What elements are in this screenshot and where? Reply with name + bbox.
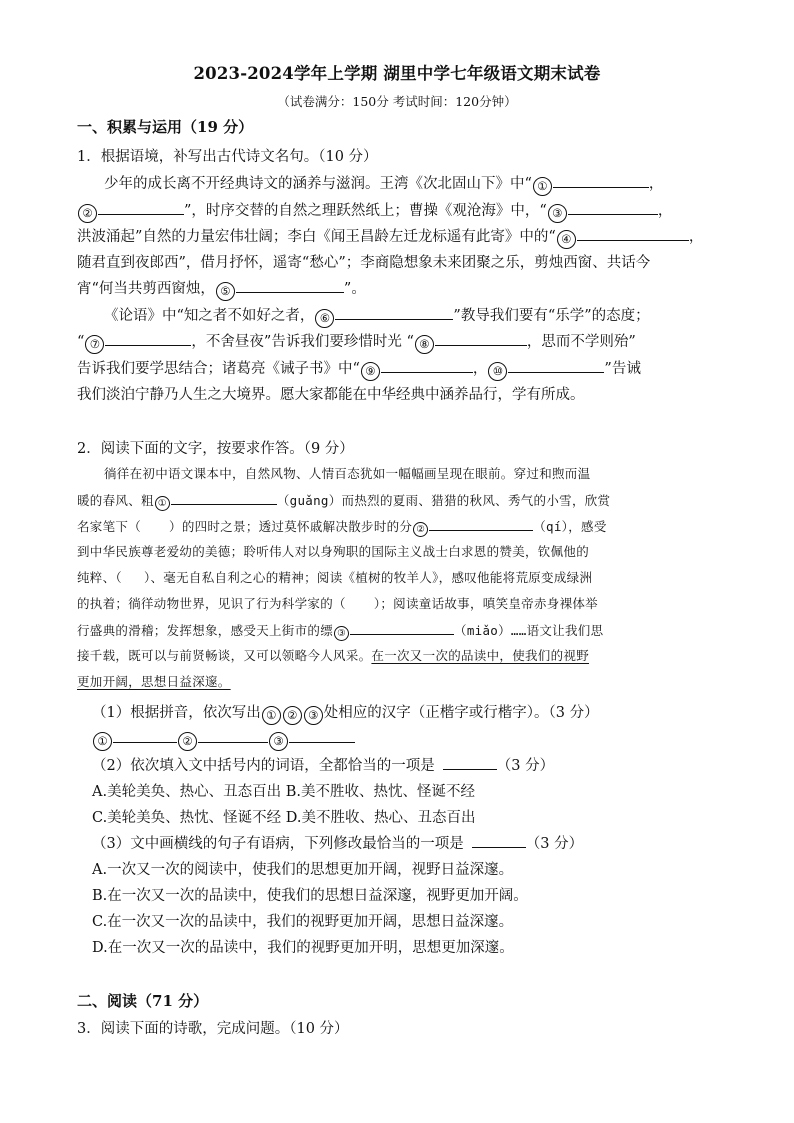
blank-marker-8: ⑧ — [415, 335, 434, 354]
q2-option-d: D.在一次又一次的品读中，我们的视野更加开明，思想更加深邃。 — [92, 940, 514, 956]
pinyin-blank-3[interactable] — [350, 620, 454, 635]
blank-marker-6: ⑥ — [315, 309, 334, 328]
q2-passage-line-3: 名家笔下（ ）的四时之景；透过莫怀戚解决散步时的分 ② （qí），感受 — [77, 516, 722, 537]
q1-line-7: “ ⑦ ，不舍昼夜”告诉我们要珍惜时光 “ ⑧ ，思而不学则殆” — [77, 330, 722, 354]
q2-sub-1: （1）根据拼音，依次写出 ① ② ③ 处相应的汉字（正楷字或行楷字）。（3 分） — [92, 701, 599, 725]
blank-marker-1: ① — [533, 177, 552, 196]
q2-option-c: C.在一次又一次的品读中，我们的视野更加开阔，思想日益深邃。 — [92, 914, 514, 930]
marker-3: ③ — [304, 706, 323, 725]
answer-blank-7[interactable] — [105, 331, 191, 346]
q2-passage-line-6: 的执着；徜徉动物世界，见识了行为科学家的（ ）；阅读童话故事，嗔笑皇帝赤身裸体举 — [77, 596, 598, 611]
q2-sub-2: （2）依次填入文中括号内的词语，全都恰当的一项是 （3 分） — [92, 754, 554, 775]
q2-passage-line-2: 暖的春风、粗 ① （guǎng）而热烈的夏雨、猎猎的秋风、秀气的小雪，欣赏 — [77, 490, 722, 511]
section-2-heading: 二、阅读（71 分） — [77, 992, 209, 1010]
q2-passage-line-8: 接千载，既可以与前贤畅谈，又可以领略今人风采。在一次又一次的品读中，使我们的视野 — [77, 648, 590, 663]
answer-blank-1[interactable] — [553, 173, 649, 188]
exam-info: （试卷满分：150分 考试时间：120分钟） — [277, 94, 517, 109]
q1-line-1: 少年的成长离不开经典诗文的涵养与滋润。王湾《次北固山下》中“ ① ， — [104, 172, 722, 196]
q1-line-5: 宵“何当共剪西窗烛， ⑤ ”。 — [77, 277, 722, 301]
char-answer-3[interactable] — [289, 728, 355, 743]
question-3-stem: 3．阅读下面的诗歌，完成问题。（10 分） — [77, 1021, 349, 1037]
answer-blank-3[interactable] — [568, 200, 658, 215]
answer-blank-4[interactable] — [577, 226, 689, 241]
blank-marker-4: ④ — [557, 230, 576, 249]
q1-line-9: 我们淡泊宁静乃人生之大境界。愿大家都能在中华经典中涵养品行，学有所成。 — [77, 387, 585, 403]
q2-sub-3: （3）文中画横线的句子有语病，下列修改最恰当的一项是 （3 分） — [92, 832, 583, 853]
marker-2: ② — [283, 706, 302, 725]
q2-passage-line-5: 纯粹、（ ）、毫无自私自利之心的精神；阅读《植树的牧羊人》，感叹他能将荒原变成绿洲 — [77, 570, 593, 585]
q2-passage-line-1: 徜徉在初中语文课本中，自然风物、人情百态犹如一幅幅画呈现在眼前。穿过和煦而温 — [104, 466, 591, 481]
answer-marker-2: ② — [178, 732, 197, 751]
q2-passage-line-9 — [77, 672, 722, 690]
question-1-stem: 1．根据语境，补写出古代诗文名句。（10 分） — [77, 149, 378, 165]
page-title: 2023-2024学年上学期 湖里中学七年级语文期末试卷 — [193, 64, 601, 83]
answer-blank-9[interactable] — [381, 358, 473, 373]
q2-options-cd: C.美轮美奂、热忱、怪诞不经 D.美不胜收、热心、丑态百出 — [92, 810, 476, 826]
question-2-stem: 2．阅读下面的文字，按要求作答。（9 分） — [77, 441, 354, 457]
pinyin-blank-2[interactable] — [429, 516, 533, 531]
underlined-sentence-end: 更加开阔，思想日益深邃。 — [77, 674, 231, 689]
q2-passage-line-7: 行盛典的滑稽；发挥想象，感受天上街市的缥 ③ （miǎo）……语文让我们思 — [77, 620, 722, 641]
pinyin-blank-1[interactable] — [171, 490, 277, 505]
q2-options-ab: A.美轮美奂、热心、丑态百出 B.美不胜收、热忱、怪诞不经 — [92, 784, 475, 800]
answer-blank-5[interactable] — [236, 278, 344, 293]
blank-marker-7: ⑦ — [85, 335, 104, 354]
q1-line-8: 告诉我们要学思结合；诸葛亮《诫子书》中“ ⑨ ， ⑩ ”告诫 — [77, 357, 722, 381]
choice-answer-3[interactable] — [472, 833, 526, 848]
answer-blank-8[interactable] — [435, 331, 527, 346]
q1-line-3: 洪波涌起”自然的力量宏伟壮阔；李白《闻王昌龄左迁龙标遥有此寄》中的“ ④ ， — [77, 225, 722, 249]
blank-marker-10: ⑩ — [488, 362, 507, 381]
pinyin-marker-2: ② — [413, 522, 428, 537]
answer-marker-1: ① — [93, 732, 112, 751]
q1-line-2: ② ”，时序交替的自然之理跃然纸上；曹操《观沧海》中，“ ③ ， — [77, 199, 722, 223]
q1-line-6: 《论语》中“知之者不如好之者， ⑥ ”教导我们要有“乐学”的态度； — [104, 304, 722, 328]
q2-option-a: A.一次又一次的阅读中，使我们的思想更加开阔，视野日益深邃。 — [92, 862, 514, 878]
char-answer-1[interactable] — [113, 728, 177, 743]
answer-blank-6[interactable] — [335, 305, 453, 320]
char-answer-2[interactable] — [198, 728, 268, 743]
q2-sub-1-answers — [92, 728, 355, 751]
answer-blank-10[interactable] — [508, 358, 604, 373]
blank-marker-9: ⑨ — [361, 362, 380, 381]
choice-answer-2[interactable] — [443, 755, 497, 770]
q2-option-b: B.在一次又一次的品读中，使我们的思想日益深邃，视野更加开阔。 — [92, 888, 528, 904]
blank-marker-2: ② — [78, 204, 97, 223]
blank-marker-3: ③ — [548, 204, 567, 223]
section-1-heading: 一、积累与运用（19 分） — [77, 118, 254, 136]
answer-marker-3: ③ — [269, 732, 288, 751]
q1-line-4: 随君直到夜郎西”，借月抒怀，遥寄“愁心”；李商隐想象未来团聚之乐，剪烛西窗、共话今 — [77, 255, 651, 271]
pinyin-marker-3: ③ — [334, 626, 349, 641]
answer-blank-2[interactable] — [98, 200, 184, 215]
pinyin-marker-1: ① — [155, 496, 170, 511]
marker-1: ① — [262, 706, 281, 725]
q2-passage-line-4: 到中华民族尊老爱幼的美德；聆听伟人对以身殉职的国际主义战士白求恩的赞美，钦佩他的 — [77, 544, 590, 559]
blank-marker-5: ⑤ — [216, 282, 235, 301]
underlined-sentence: 在一次又一次的品读中，使我们的视野 — [371, 648, 590, 663]
